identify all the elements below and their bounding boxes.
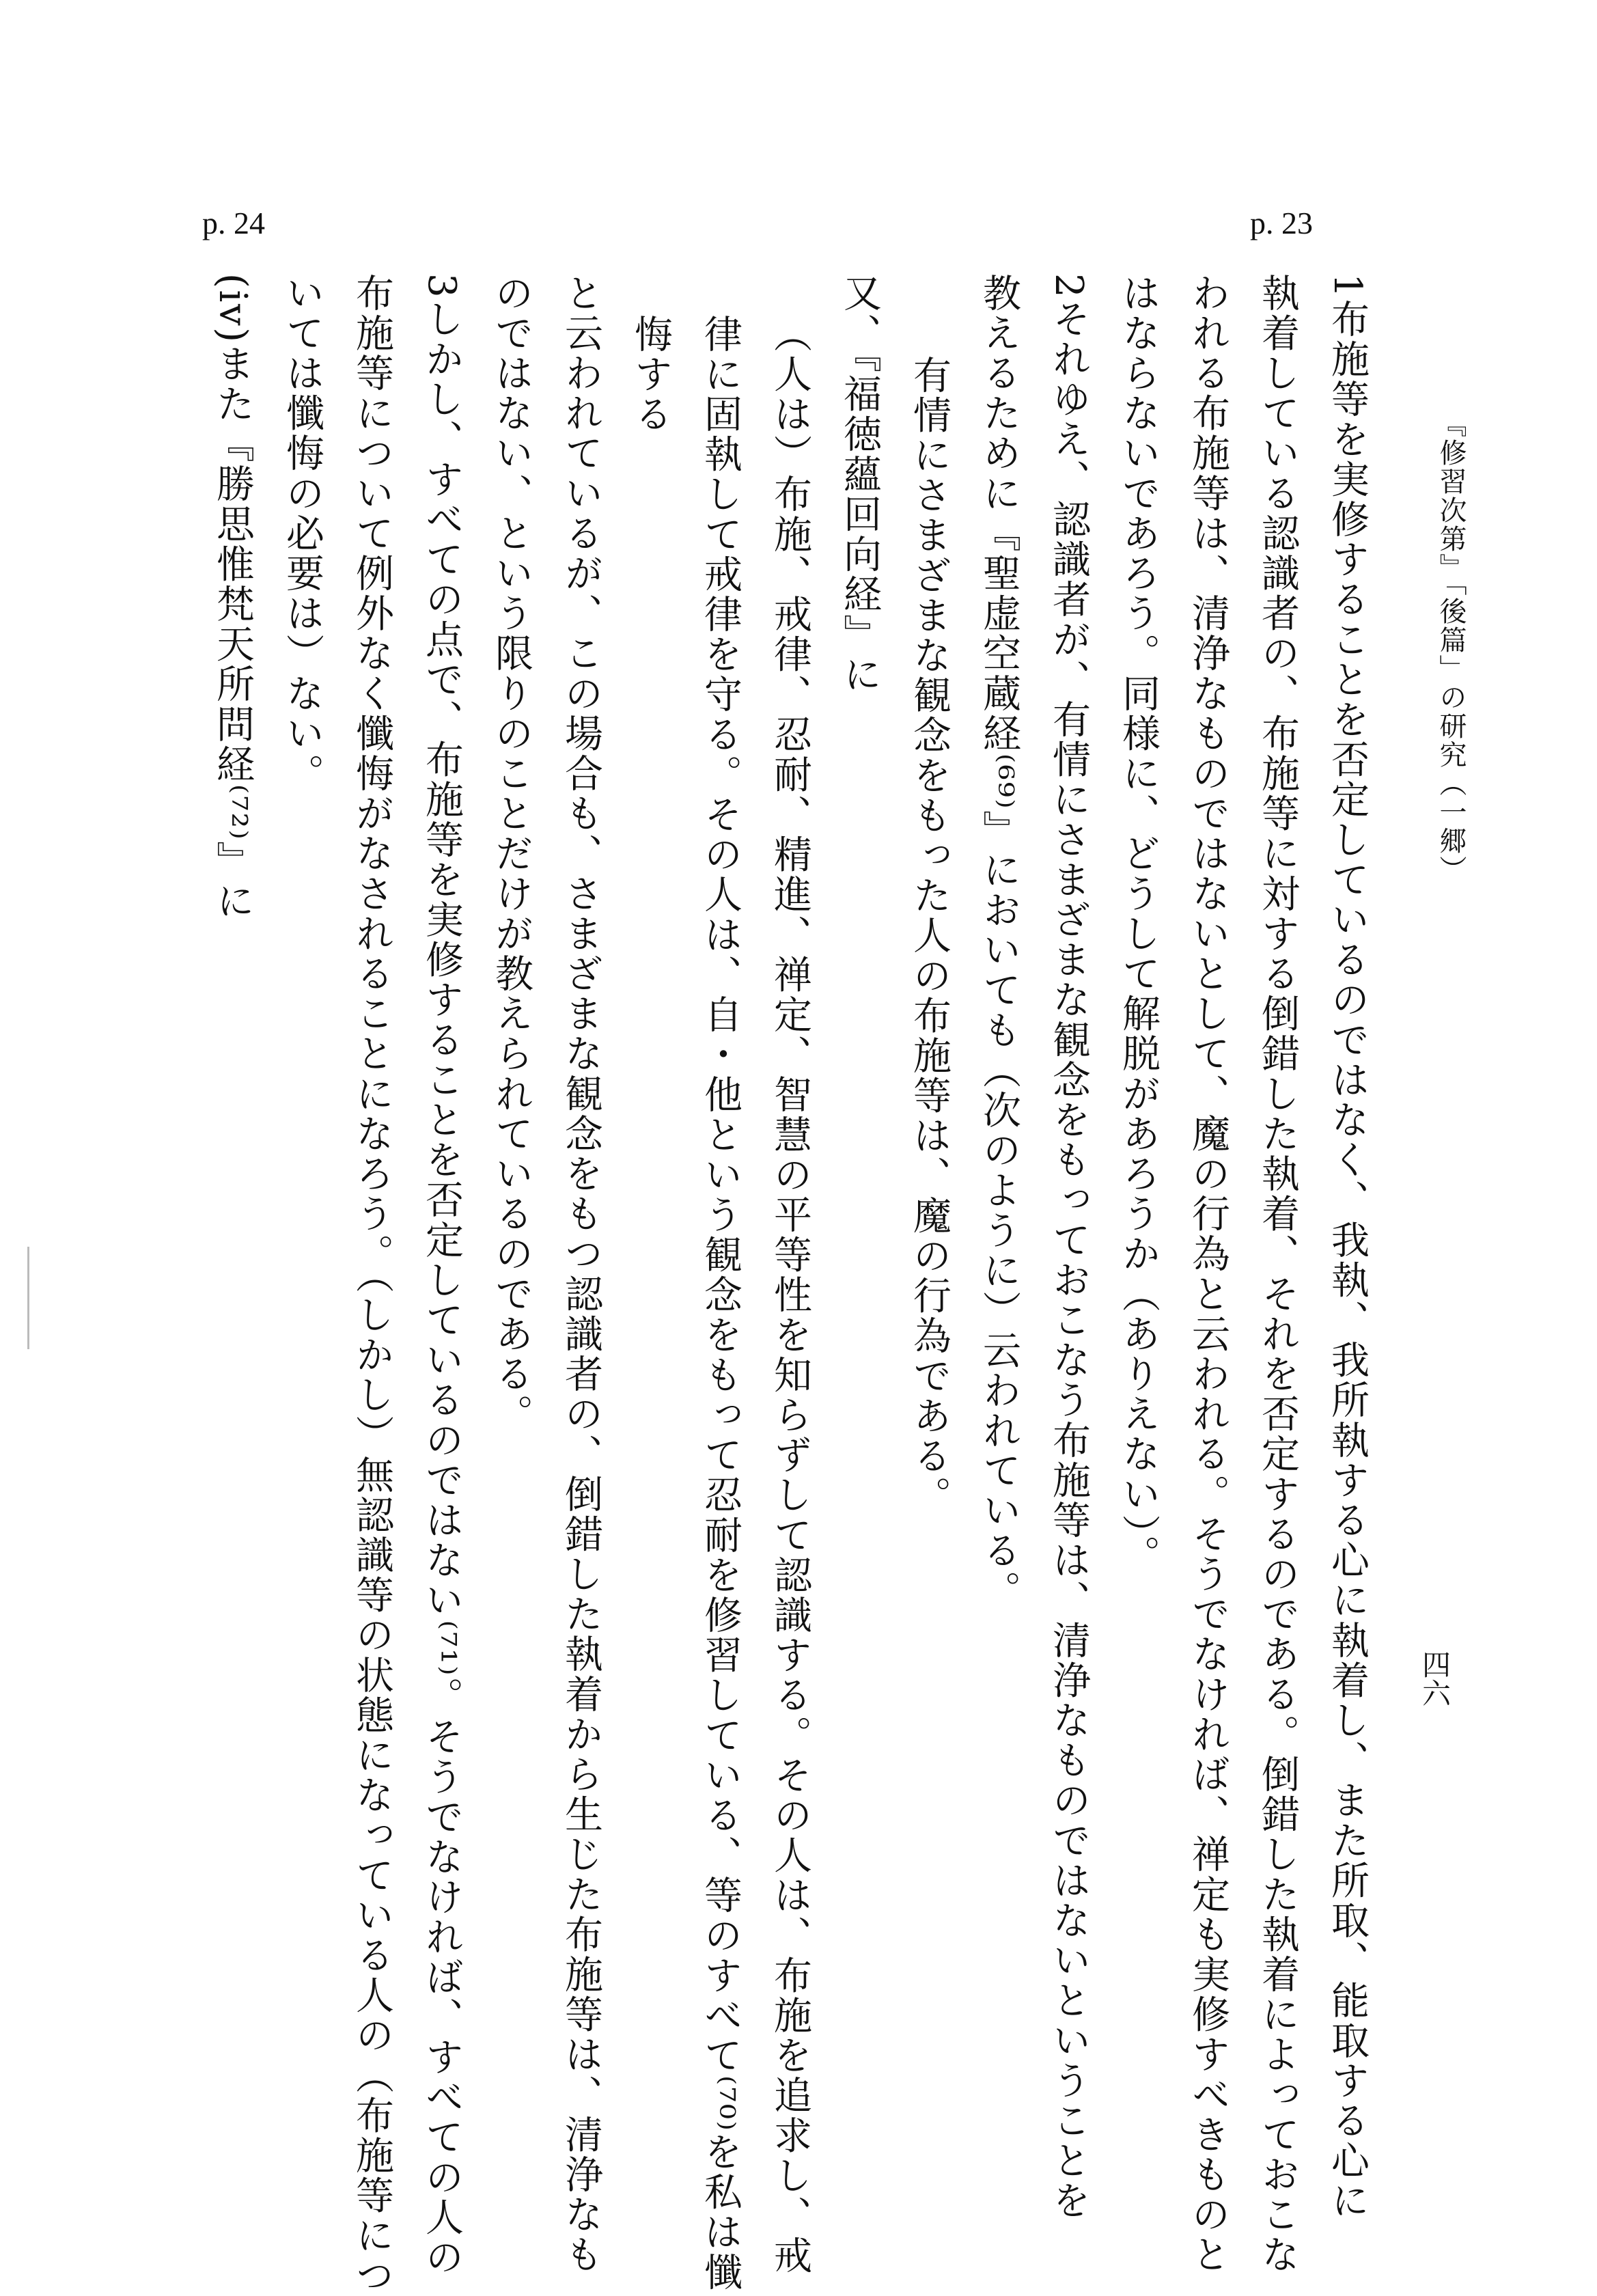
- text-column: 有情にさまざまな観念をもった人の布施等は、魔の行為である。: [907, 355, 952, 1517]
- scan-mark: [27, 1247, 29, 1349]
- text-column: 2それゆえ、認識者が、有情にさまざまな観念をもっておこなう布施等は、清浄なものではないということを: [1046, 273, 1091, 2222]
- folio: 四六: [1418, 1650, 1452, 1707]
- text-column: (iv)また『勝思惟梵天所問経⁽⁷²⁾』に: [210, 273, 255, 922]
- page-label-right: p. 23: [1250, 206, 1313, 240]
- text-column: いては懺悔の必要は）ない。: [280, 273, 324, 794]
- running-head: 『修習次第』「後篇」の研究（一郷）: [1435, 410, 1467, 884]
- text-column: 1布施等を実修することを否定しているのではなく、我執、我所執する心に執着し、また所取、能取する心に: [1325, 273, 1370, 2222]
- text-column: 悔する: [628, 314, 673, 434]
- text-column: 3しかし、すべての点で、布施等を実修することを否定しているのではない⁽⁷¹⁾。そうでなければ、すべての人の: [419, 273, 464, 2278]
- text-column: はならないであろう。同様に、どうして解脱があろうか（ありえない）。: [1116, 273, 1161, 1575]
- text-column: 教えるために『聖虚空蔵経⁽⁶⁹⁾』においても（次のように）云われている。: [977, 273, 1021, 1612]
- text-column: と云われているが、この場合も、さまざまな観念をもつ認識者の、倒錯した執着から生じた布施等は、清浄なも: [559, 273, 603, 2275]
- text-column: 布施等について例外なく懺悔がなされることになろう。（しかし）無認識等の状態になっている人の（布施等につ: [350, 273, 394, 2296]
- text-column: 執着している認識者の、布施等に対する倒錯した執着、それを否定するのである。倒錯した執着によっておこな: [1255, 273, 1300, 2275]
- text-column: のではない、という限りのことだけが教えられているのである。: [489, 273, 533, 1435]
- text-column: （人は）布施、戒律、忍耐、精進、禅定、智慧の平等性を知らずして認識する。その人は、布施を追求し、戒: [768, 314, 812, 2276]
- text-column: われる布施等は、清浄なものではないとして、魔の行為と云われる。そうでなければ、禅定も実修すべきものと: [1186, 273, 1230, 2275]
- text-column: 又、『福徳蘊回向経』に: [837, 273, 882, 695]
- page-label-left: p. 24: [202, 206, 265, 240]
- text-column: 律に固執して戒律を守る。その人は、自・他という観念をもって忍耐を修習している、等のすべて⁽⁷⁰⁾を私は懺: [698, 314, 742, 2293]
